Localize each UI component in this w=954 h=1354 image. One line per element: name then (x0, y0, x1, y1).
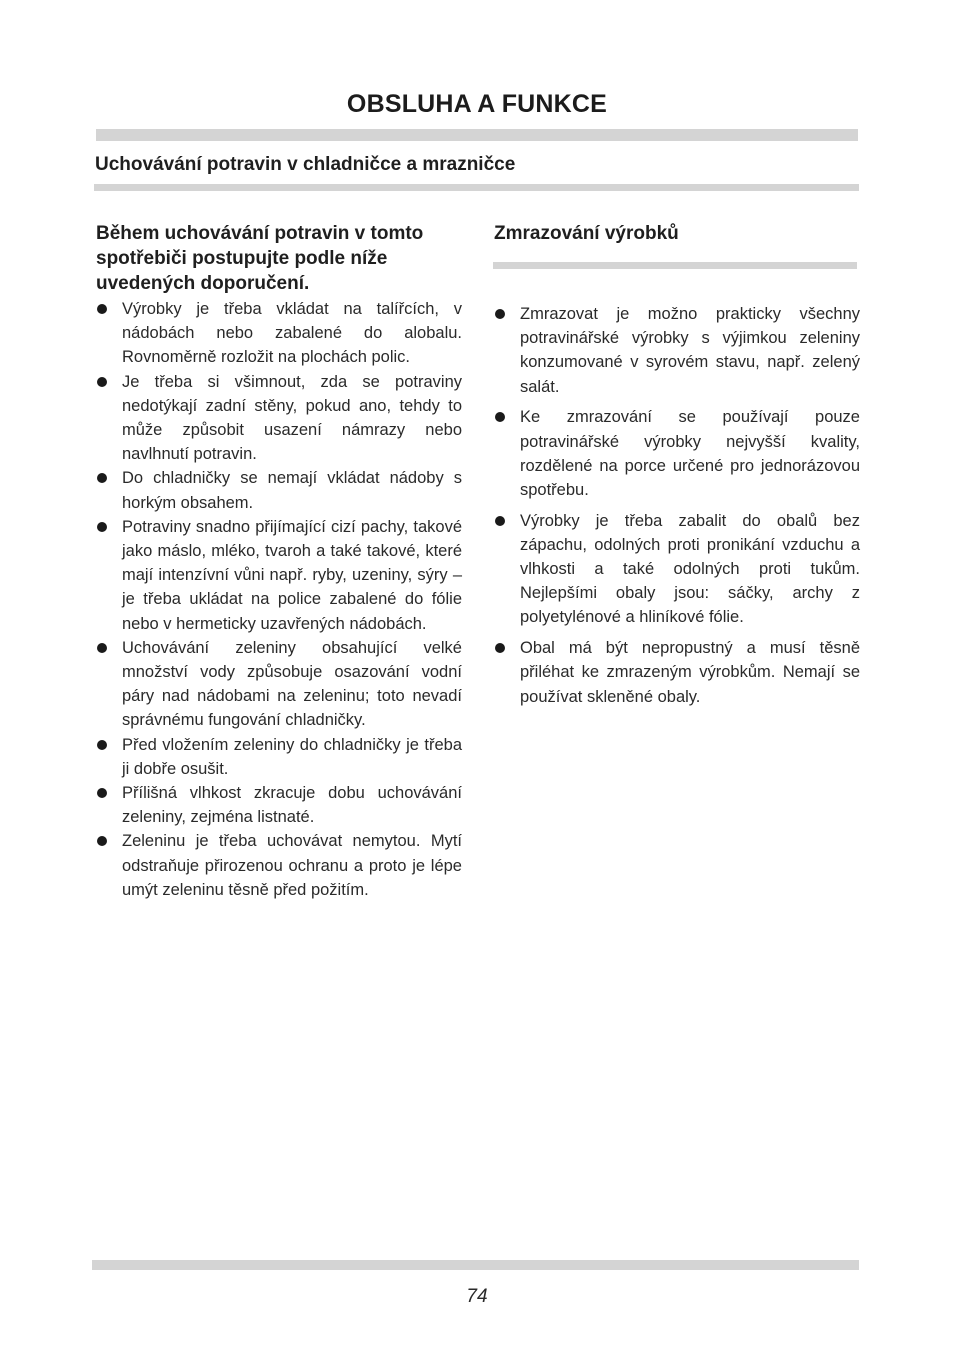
title-divider (96, 129, 858, 141)
right-column-heading: Zmrazování výrobků (494, 223, 679, 244)
list-item (96, 829, 462, 902)
list-item (96, 370, 462, 467)
list-item (96, 636, 462, 733)
list-item (494, 509, 860, 630)
list-item (96, 297, 462, 370)
list-item (96, 781, 462, 829)
list-item (96, 733, 462, 781)
bullet-icon (97, 377, 107, 387)
bullet-icon (97, 643, 107, 653)
bullet-icon (495, 412, 505, 422)
list-item-text: Je třeba si všimnout, zda se potraviny nedotýkají zadní stěny, pokud ano, tehdy to může způsobit usazení námrazy nebo navlhnutí potravin. (122, 372, 462, 464)
list-item-text: Před vložením zeleniny do chladničky je třeba ji dobře osušit. (122, 735, 462, 778)
right-column-divider (493, 262, 857, 269)
bullet-icon (97, 788, 107, 798)
list-item-text: Výrobky je třeba zabalit do obalů bez zápachu, odolných proti pronikání vzduchu a vlhkosti a také odolných proti tukům. Nejlepšími obaly jsou: sáčky, archy z polyetylénové a hliníkové fólie. (520, 511, 860, 627)
left-column (96, 221, 462, 902)
list-item (494, 405, 860, 502)
bullet-icon (495, 643, 505, 653)
bullet-icon (97, 836, 107, 846)
section-divider (94, 184, 859, 191)
list-item (96, 466, 462, 514)
bullet-icon (97, 473, 107, 483)
section-heading: Uchovávání potravin v chladničce a mrazničce (95, 154, 516, 175)
left-column-heading: Během uchovávání potravin v tomto spotřebiči postupujte podle níže uvedených doporučení. (96, 223, 424, 294)
list-item-text: Ke zmrazování se používají pouze potravinářské výrobky nejvyšší kvality, rozdělené na porce určené pro jednorázovou spotřebu. (520, 408, 860, 499)
list-item-text: Do chladničky se nemají vkládat nádoby s horkým obsahem. (122, 469, 462, 512)
footer-divider (92, 1260, 859, 1270)
list-item-text: Zeleninu je třeba uchovávat nemytou. Mytí odstraňuje přirozenou ochranu a proto je lépe umýt zeleninu těsně před požitím. (122, 832, 462, 899)
list-item (96, 515, 462, 636)
right-column (494, 221, 860, 715)
list-item-text: Zmrazovat je možno prakticky všechny potravinářské výrobky s výjimkou zeleniny konzumované v syrovém stavu, např. zelený salát. (520, 305, 860, 396)
page-number: 74 (466, 1286, 488, 1307)
bullet-icon (97, 740, 107, 750)
list-item-text: Potraviny snadno přijímající cizí pachy, takové jako máslo, mléko, tvaroh a také takové, které mají intenzívní vůni např. ryby, uzeniny, sýry – je třeba ukládat na police zabalené do fólie nebo v hermeticky uzavřených nádobách. (122, 517, 462, 633)
bullet-icon (97, 522, 107, 532)
bullet-icon (495, 309, 505, 319)
list-item (494, 302, 860, 399)
bullet-icon (495, 516, 505, 526)
list-item-text: Obal má být nepropustný a musí těsně přiléhat ke zmrazeným výrobkům. Nemají se používat skleněné obaly. (520, 639, 860, 706)
left-bullet-list (96, 297, 462, 902)
right-bullet-list (494, 302, 860, 709)
list-item-text: Přílišná vlhkost zkracuje dobu uchovávání zeleniny, zejména listnaté. (122, 784, 462, 827)
bullet-icon (97, 304, 107, 314)
page-title: OBSLUHA A FUNKCE (346, 90, 608, 118)
list-item-text: Výrobky je třeba vkládat na talířcích, v nádobách nebo zabalené do alobalu. Rovnoměrně rozložit na plochách polic. (122, 300, 462, 367)
list-item-text: Uchovávání zeleniny obsahující velké množství vody způsobuje osazování vodní páry nad nádobami na zeleninu; toto nevadí správnému fungování chladničky. (122, 638, 462, 730)
list-item (494, 636, 860, 709)
